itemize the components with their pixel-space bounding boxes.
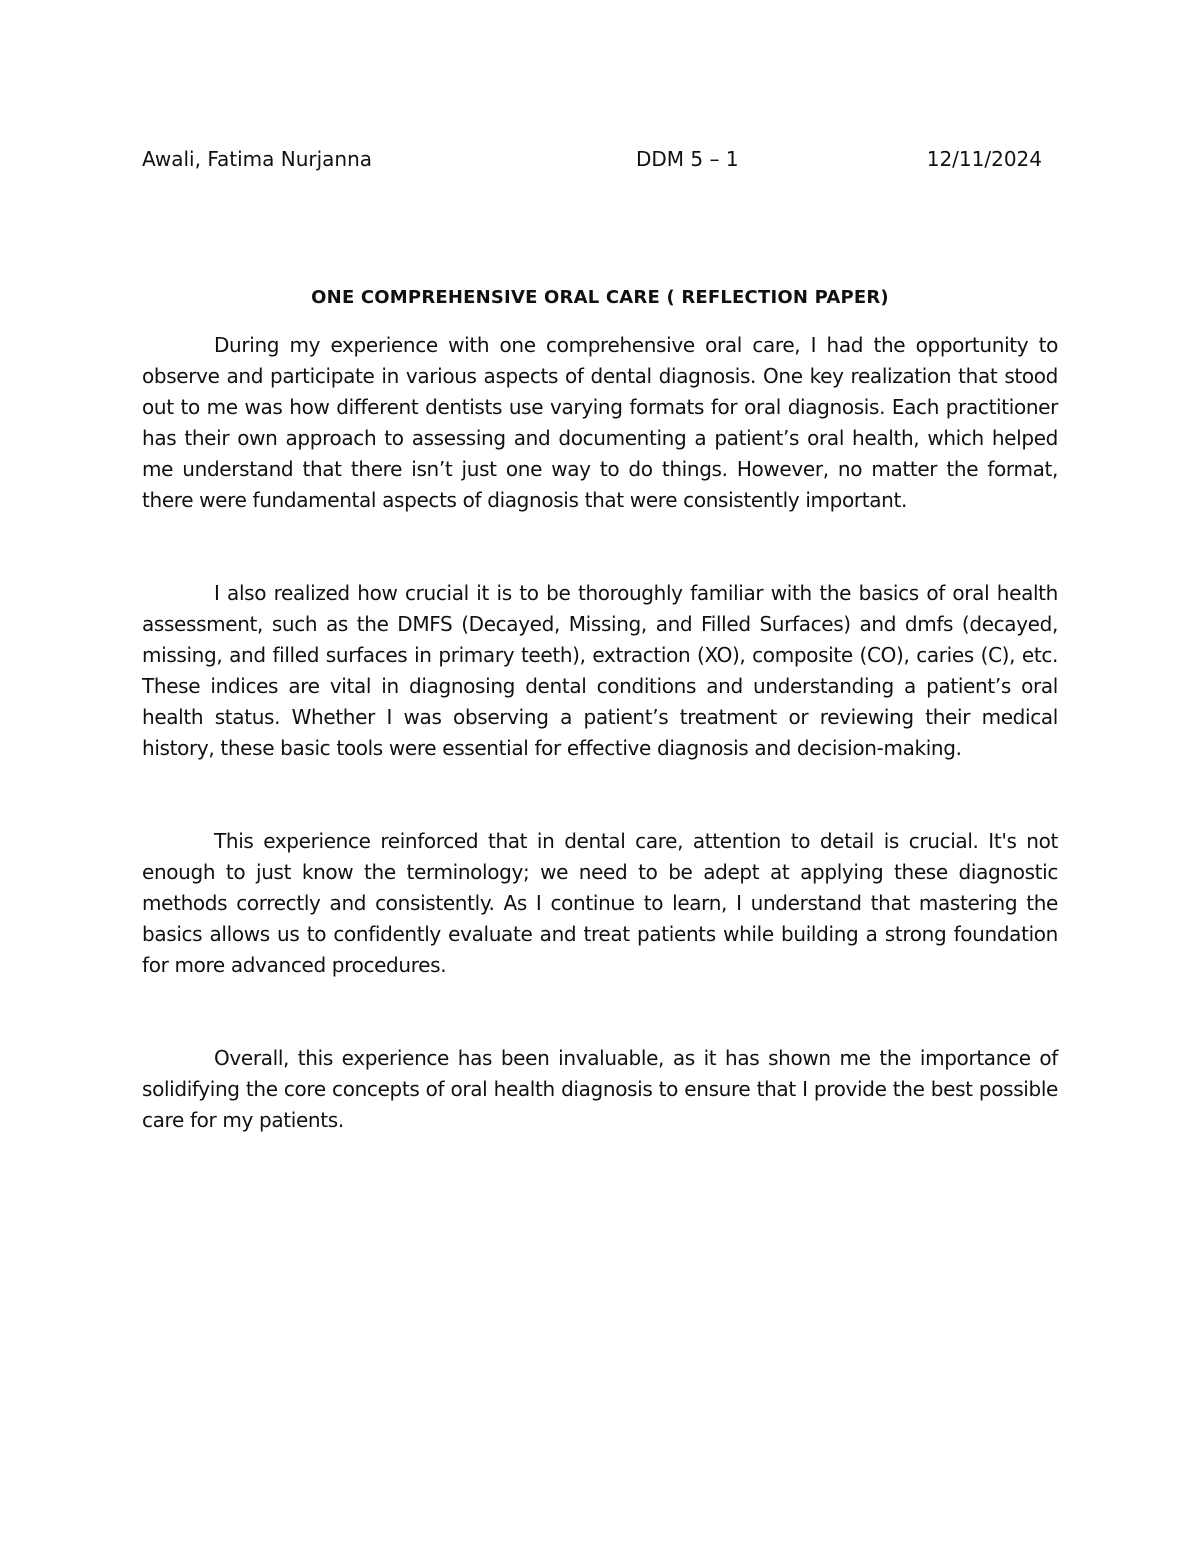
section-code: DDM 5 – 1 — [636, 147, 739, 171]
document-body — [142, 330, 1058, 1136]
paragraph-3: This experience reinforced that in dental care, attention to detail is crucial. It's not enough to just know the terminology; we need to be adept at applying these diagnostic methods correctly and consistently. As I continue to learn, I understand that mastering the basics allows us to confidently evaluate and treat patients while building a strong foundation for more advanced procedures. — [142, 829, 1058, 977]
header-row — [142, 144, 1042, 174]
paragraph-4: Overall, this experience has been invaluable, as it has shown me the importance of solidifying the core concepts of oral health diagnosis to ensure that I provide the best possible care for my patients. — [142, 1046, 1058, 1132]
document-date: 12/11/2024 — [926, 147, 1042, 171]
author-name: Awali, Fatima Nurjanna — [142, 147, 373, 171]
document-title: ONE COMPREHENSIVE ORAL CARE ( REFLECTION PAPER) — [311, 287, 889, 308]
paragraph-2: I also realized how crucial it is to be thoroughly familiar with the basics of oral health assessment, such as the DMFS (Decayed, Missing, and Filled Surfaces) and dmfs (decayed, missing, and filled surfaces in primary teeth), extraction (XO), composite (CO), caries (C), etc. These indices are vital in diagnosing dental conditions and understanding a patient’s oral health status. Whether I was observing a patient’s treatment or reviewing their medical history, these basic tools were essential for effective diagnosis and decision-making. — [142, 581, 1058, 760]
paragraph-1: During my experience with one comprehensive oral care, I had the opportunity to observe and participate in various aspects of dental diagnosis. One key realization that stood out to me was how different dentists use varying formats for oral diagnosis. Each practitioner has their own approach to assessing and documenting a patient’s oral health, which helped me understand that there isn’t just one way to do things. However, no matter the format, there were fundamental aspects of diagnosis that were consistently important. — [142, 333, 1058, 512]
